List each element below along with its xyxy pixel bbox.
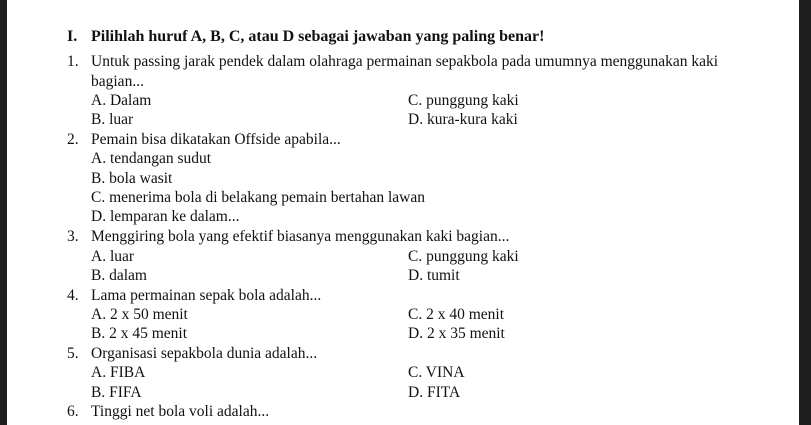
question-number: 5. <box>67 345 79 362</box>
option-d: D. tumit <box>408 267 460 284</box>
section-instruction: Pilihlah huruf A, B, C, atau D sebagai jawaban yang paling benar! <box>91 28 545 45</box>
option-c: C. punggung kaki <box>408 248 519 265</box>
question-number: 4. <box>67 287 79 304</box>
option-c: C. 2 x 40 menit <box>408 306 505 323</box>
option-a: A. luar <box>91 248 135 265</box>
question-text: Lama permainan sepak bola adalah... <box>91 287 322 304</box>
question-text: Menggiring bola yang efektif biasanya menggunakan kaki bagian... <box>91 228 510 245</box>
question-text: Tinggi net bola voli adalah... <box>91 403 270 420</box>
option-b: B. FIFA <box>91 384 142 401</box>
question-text: bagian... <box>91 73 144 90</box>
option-a: A. Dalam <box>91 92 152 109</box>
question-text: Pemain bisa dikatakan Offside apabila... <box>91 131 341 148</box>
question-number: 6. <box>67 403 79 420</box>
option-c: C. VINA <box>408 364 465 381</box>
option-b: B. luar <box>91 111 134 128</box>
option-d: D. lemparan ke dalam... <box>91 208 240 225</box>
question-number: 3. <box>67 228 79 245</box>
option-a: A. FIBA <box>91 364 146 381</box>
option-c: C. punggung kaki <box>408 92 519 109</box>
option-d: D. kura-kura kaki <box>408 111 518 128</box>
document-page <box>7 0 799 425</box>
option-c: C. menerima bola di belakang pemain bertahan lawan <box>91 189 425 206</box>
option-d: D. 2 x 35 menit <box>408 325 505 342</box>
option-a: A. 2 x 50 menit <box>91 306 188 323</box>
option-b: B. bola wasit <box>91 170 173 187</box>
option-a: A. tendangan sudut <box>91 150 212 167</box>
option-b: B. dalam <box>91 267 147 284</box>
question-number: 1. <box>67 53 79 70</box>
question-text: Untuk passing jarak pendek dalam olahraga permainan sepakbola pada umumnya menggunakan kaki <box>91 53 719 70</box>
option-d: D. FITA <box>408 384 461 401</box>
option-b: B. 2 x 45 menit <box>91 325 188 342</box>
question-number: 2. <box>67 131 79 148</box>
question-text: Organisasi sepakbola dunia adalah... <box>91 345 318 362</box>
section-number: I. <box>67 28 78 45</box>
